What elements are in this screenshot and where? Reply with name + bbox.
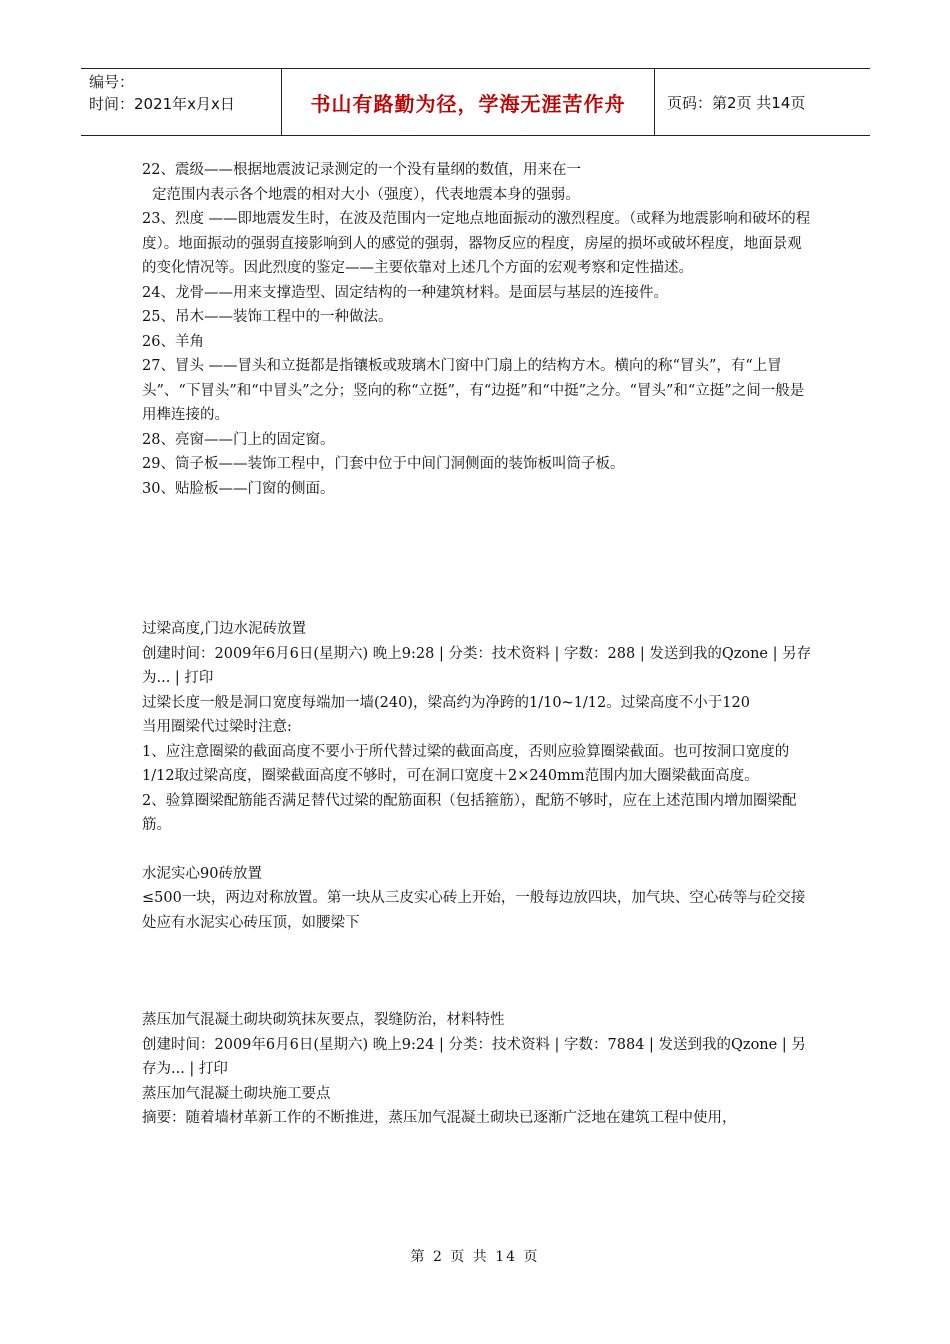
header-motto: 书山有路勤为径，学海无涯苦作舟 [282, 69, 655, 135]
time-label: 时间：2021年x月x日 [89, 95, 235, 113]
spacer [142, 935, 814, 1008]
article1-paragraph: 1、应注意圈梁的截面高度不要小于所代替过梁的截面高度，否则应验算圈梁截面。也可按洞口宽度的1/12取过梁高度，圈梁截面高度不够时，可在洞口宽度＋2×240mm范围内加大圈梁截面高度。 [142, 743, 790, 784]
entry-27: 27、冒头 ——冒头和立挺都是指镶板或玻璃木门窗中门扇上的结构方木。横向的称“冒头”，有“上冒头”、“下冒头”和“中冒头”之分；竖向的称“立挺”，有“边挺”和“中挺”之分。“冒头”和“立挺”之间一般是用榫连接的。 [142, 358, 805, 423]
spacer [142, 838, 814, 862]
article3-meta: 创建时间：2009年6月6日(星期六) 晚上9:24 | 分类：技术资料 | 字数：7884 | 发送到我的Qzone | 另存为... | 打印 [142, 1036, 806, 1077]
entry-26: 26、羊角 [142, 333, 204, 350]
number-label: 编号： [89, 73, 135, 91]
page-header [81, 68, 870, 136]
header-page-info: 页码：第2页 共14页 [667, 93, 806, 112]
article1-paragraph: 2、验算圈梁配筋能否满足替代过梁的配筋面积（包括箍筋），配筋不够时，应在上述范围内增加圈梁配筋。 [142, 792, 797, 833]
entry-22-line2: 定范围内表示各个地震的相对大小（强度），代表地震本身的强弱。 [152, 186, 580, 203]
header-meta [81, 69, 282, 135]
entry-23: 23、烈度 ——即地震发生时，在波及范围内一定地点地面振动的激烈程度。（或释为地震影响和破坏的程度）。地面振动的强弱直接影响到人的感觉的强弱，器物反应的程度，房屋的损坏或破坏程度，地面景观的变化情况等。因此烈度的鉴定——主要依靠对上述几个方面的宏观考察和定性描述。 [142, 211, 811, 276]
page-footer: 第 2 页 共 14 页 [410, 1249, 540, 1265]
article2-paragraph: ≤500一块，两边对称放置。第一块从三皮实心砖上开始，一般每边放四块，加气块、空心砖等与砼交接处应有水泥实心砖压顶，如腰梁下 [142, 890, 806, 931]
entry-28: 28、亮窗——门上的固定窗。 [142, 431, 335, 448]
article3-paragraph: 摘要：随着墙材革新工作的不断推进，蒸压加气混凝土砌块已逐渐广泛地在建筑工程中使用， [142, 1110, 737, 1126]
article1-paragraph: 当用圈梁代过梁时注意: [142, 719, 292, 735]
entry-29: 29、筒子板——装饰工程中，门套中位于中间门洞侧面的装饰板叫筒子板。 [142, 456, 625, 472]
entry-24: 24、龙骨——用来支撑造型、固定结构的一种建筑材料。是面层与基层的连接件。 [142, 284, 668, 301]
entry-25: 25、吊木——装饰工程中的一种做法。 [142, 309, 393, 325]
entry-22-line1: 22、震级——根据地震波记录测定的一个没有量纲的数值，用来在一 [142, 162, 581, 178]
article1-meta: 创建时间：2009年6月6日(星期六) 晚上9:28 | 分类：技术资料 | 字数：288 | 发送到我的Qzone | 另存为... | 打印 [142, 645, 812, 686]
entry-30: 30、贴脸板——门窗的侧面。 [142, 480, 335, 497]
article1-paragraph: 过梁长度一般是洞口宽度每端加一墙(240)，梁高约为净跨的1/10~1/12。过梁高度不小于120 [142, 694, 750, 711]
article2-title: 水泥实心90砖放置 [142, 865, 262, 882]
spacer [142, 501, 814, 617]
document-body [142, 158, 814, 1131]
article3-title: 蒸压加气混凝土砌块砌筑抹灰要点，裂缝防治，材料特性 [142, 1012, 505, 1028]
article3-subtitle: 蒸压加气混凝土砌块施工要点 [142, 1085, 331, 1102]
article1-title: 过梁高度,门边水泥砖放置 [142, 621, 307, 637]
